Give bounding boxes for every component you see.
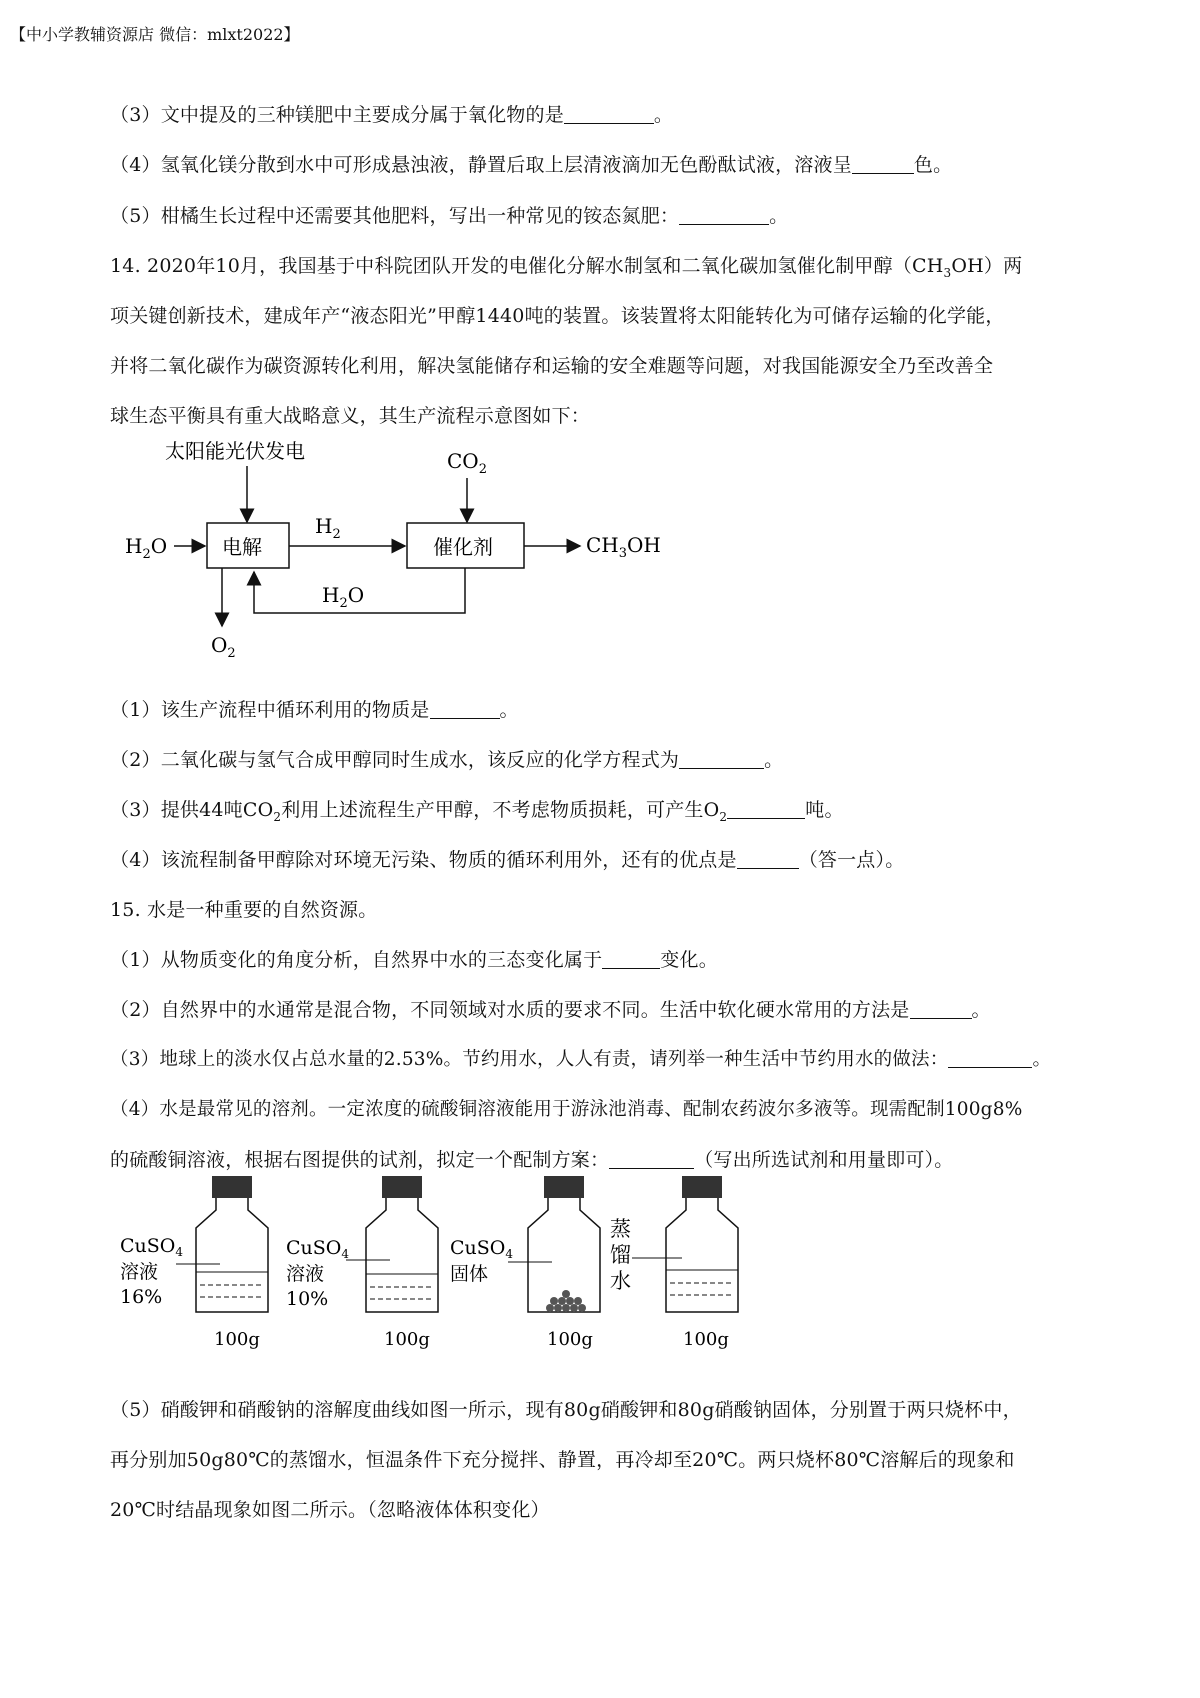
q15-part1: （1）从物质变化的角度分析，自然界中水的三态变化属于 变化。 (110, 949, 718, 971)
q15-part4-line2: 的硫酸铜溶液，根据右图提供的试剂，拟定一个配制方案： （写出所选试剂和用量即可）。 (110, 1149, 954, 1171)
q15-part2: （2）自然界中的水通常是混合物，不同领域对水质的要求不同。生活中软化硬水常用的方法是 。 (110, 999, 991, 1021)
svg-text:溶液: 溶液 (286, 1263, 325, 1285)
svg-text:10%: 10% (286, 1288, 329, 1310)
q14-line2: 项关键创新技术，建成年产“液态阳光”甲醇1440吨的装置。该装置将太阳能转化为可储存运输的化学能， (110, 305, 1005, 327)
reagent-bottles-figure (110, 1170, 910, 1360)
q13-part4: （4）氢氧化镁分散到水中可形成悬浊液，静置后取上层清液滴加无色酚酞试液，溶液呈 色。 (110, 154, 953, 176)
svg-text:100g: 100g (214, 1329, 260, 1350)
svg-text:100g: 100g (683, 1329, 729, 1350)
hydrogen-label: $H_2$ (315, 514, 341, 542)
q13-part3: （3）文中提及的三种镁肥中主要成分属于氧化物的是 。 (110, 104, 674, 126)
svg-text:CuSO4: CuSO$_4$ (450, 1237, 514, 1261)
bottle-cuso4-16 (120, 1176, 268, 1350)
bottle-cuso4-10 (286, 1176, 438, 1350)
q14-line3: 并将二氧化碳作为碳资源转化利用，解决氢能储存和运输的安全难题等问题，对我国能源安全乃至改善全 (110, 355, 994, 377)
svg-text:16%: 16% (120, 1286, 163, 1308)
q14-part3: （3）提供44吨$CO_2$利用上述流程生产甲醇，不考虑物质损耗，可产生$O_2$ 吨。 (110, 799, 844, 824)
q15-part4-line1: （4）水是最常见的溶剂。一定浓度的硫酸铜溶液能用于游泳池消毒、配制农药波尔多液等。现需配制100g8% (110, 1099, 1023, 1120)
process-flow-diagram (110, 430, 730, 670)
svg-text:100g: 100g (384, 1329, 430, 1350)
q14-line1: 14. 2020年10月，我国基于中科院团队开发的电催化分解水制氢和二氧化碳加氢催化制甲醇$(CH_3OH)$两 (110, 255, 1023, 280)
svg-text:固体: 固体 (450, 1263, 489, 1285)
bottle-distilled-water (610, 1176, 738, 1350)
catalyst-label: 催化剂 (433, 535, 493, 559)
svg-text:CuSO4: CuSO$_4$ (286, 1237, 350, 1261)
svg-text:溶液: 溶液 (120, 1261, 159, 1283)
q15-part3: （3）地球上的淡水仅占总水量的2.53%。节约用水，人人有责，请列举一种生活中节约用水的做法： 。 (110, 1049, 1052, 1070)
q14-part1: （1）该生产流程中循环利用的物质是 。 (110, 699, 519, 721)
electrolysis-label: 电解 (222, 535, 262, 559)
q15-part5-line3: 20℃时结晶现象如图二所示。（忽略液体体积变化） (110, 1499, 550, 1521)
solar-label: 太阳能光伏发电 (165, 439, 305, 463)
q13-part5: （5）柑橘生长过程中还需要其他肥料，写出一种常见的铵态氮肥： 。 (110, 205, 789, 227)
q15-part5-line1: （5）硝酸钾和硝酸钠的溶解度曲线如图一所示，现有80g硝酸钾和80g硝酸钠固体，分别置于两只烧杯中， (110, 1399, 1022, 1421)
q15-part5-line2: 再分别加50g80℃的蒸馏水，恒温条件下充分搅拌、静置，再冷却至20℃。两只烧杯80℃溶解后的现象和 (110, 1449, 1015, 1471)
q15-title: 15. 水是一种重要的自然资源。 (110, 899, 378, 921)
page-header: 【中小学教辅资源店 微信：mlxt2022】 (10, 25, 300, 44)
q14-part4: （4）该流程制备甲醇除对环境无污染、物质的循环利用外，还有的优点是 （答一点）。 (110, 849, 905, 871)
water-input-label: $H_2O$ (125, 534, 168, 562)
methanol-label: $CH_3OH$ (586, 533, 661, 561)
bottle-cuso4-solid (450, 1176, 600, 1350)
q14-line4: 球生态平衡具有重大战略意义，其生产流程示意图如下： (110, 405, 591, 427)
svg-text:水: 水 (610, 1269, 631, 1293)
svg-text:CuSO4: CuSO$_4$ (120, 1235, 184, 1259)
svg-text:蒸: 蒸 (610, 1217, 631, 1241)
co2-label: $CO_2$ (447, 449, 487, 477)
svg-text:馏: 馏 (610, 1243, 631, 1267)
oxygen-label: $O_2$ (211, 633, 236, 661)
svg-text:100g: 100g (547, 1329, 593, 1350)
water-recycle-label: $H_2O$ (322, 583, 365, 611)
q14-part2: （2）二氧化碳与氢气合成甲醇同时生成水，该反应的化学方程式为 。 (110, 749, 784, 771)
